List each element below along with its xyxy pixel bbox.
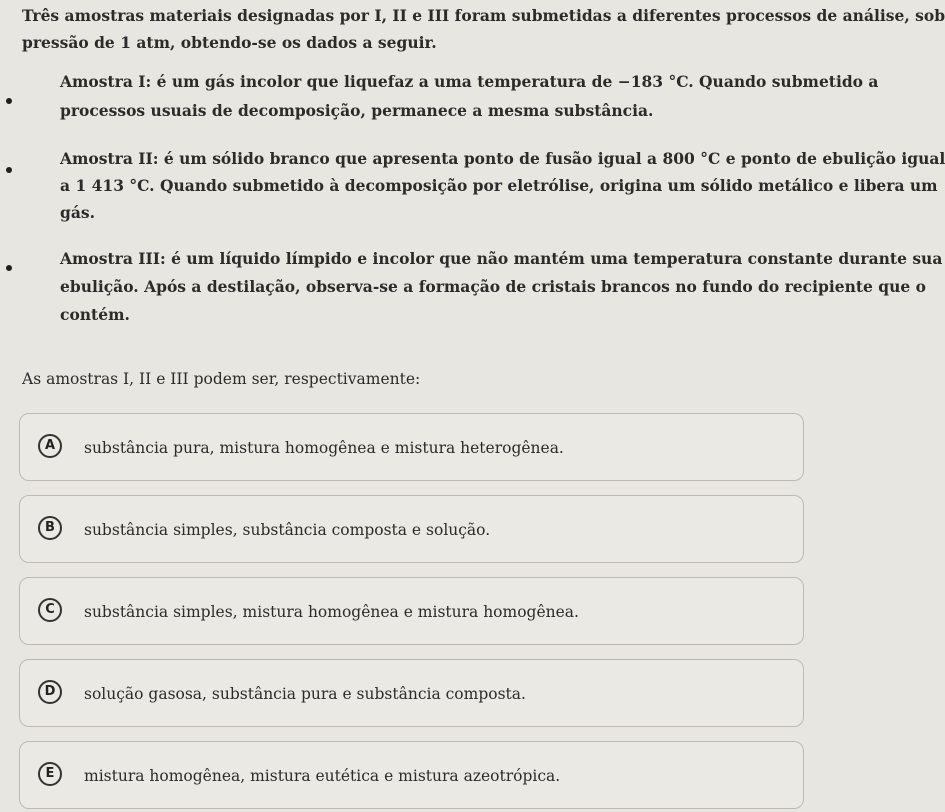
option-b[interactable]: [19, 495, 804, 563]
option-letter-a: A: [38, 434, 62, 458]
option-letter-b: B: [38, 516, 62, 540]
intro-line-2: pressão de 1 atm, obtendo-se os dados a seguir.: [22, 33, 437, 52]
option-letter-e: E: [38, 762, 62, 786]
option-c-text: substância simples, mistura homogênea e mistura homogênea.: [84, 603, 579, 621]
option-a-text: substância pura, mistura homogênea e mistura heterogênea.: [84, 439, 564, 457]
bullet-dot: [6, 265, 12, 271]
option-a[interactable]: [19, 413, 804, 481]
sample-ii-line-2: a 1 413 °C. Quando submetido à decomposição por eletrólise, origina um sólido metálico e libera um: [60, 176, 938, 195]
sample-i-line-1: Amostra I: é um gás incolor que liquefaz a uma temperatura de −183 °C. Quando submetido a: [60, 72, 879, 91]
sample-i-line-2: processos usuais de decomposição, permanece a mesma substância.: [60, 101, 654, 120]
option-d-text: solução gasosa, substância pura e substância composta.: [84, 685, 526, 703]
option-b-text: substância simples, substância composta e solução.: [84, 521, 491, 539]
sample-ii-line-3: gás.: [60, 203, 96, 222]
option-letter-d: D: [38, 680, 62, 704]
option-e-text: mistura homogênea, mistura eutética e mistura azeotrópica.: [84, 767, 561, 785]
sample-iii-line-1: Amostra III: é um líquido límpido e incolor que não mantém uma temperatura constante durante sua: [60, 249, 943, 268]
option-letter-c: C: [38, 598, 62, 622]
bullet-dot: [6, 98, 12, 104]
question-prompt: As amostras I, II e III podem ser, respectivamente:: [22, 370, 421, 388]
option-d[interactable]: [19, 659, 804, 727]
sample-iii-line-3: contém.: [60, 305, 130, 324]
bullet-dot: [6, 167, 12, 173]
sample-ii-line-1: Amostra II: é um sólido branco que apresenta ponto de fusão igual a 800 °C e ponto de ebulição igual: [60, 149, 945, 168]
option-c[interactable]: [19, 577, 804, 645]
option-e[interactable]: [19, 741, 804, 809]
sample-iii-line-2: ebulição. Após a destilação, observa-se a formação de cristais brancos no fundo do recipiente que o: [60, 277, 926, 296]
intro-line-1: Três amostras materiais designadas por I, II e III foram submetidas a diferentes processos de análise, sob: [22, 6, 945, 25]
